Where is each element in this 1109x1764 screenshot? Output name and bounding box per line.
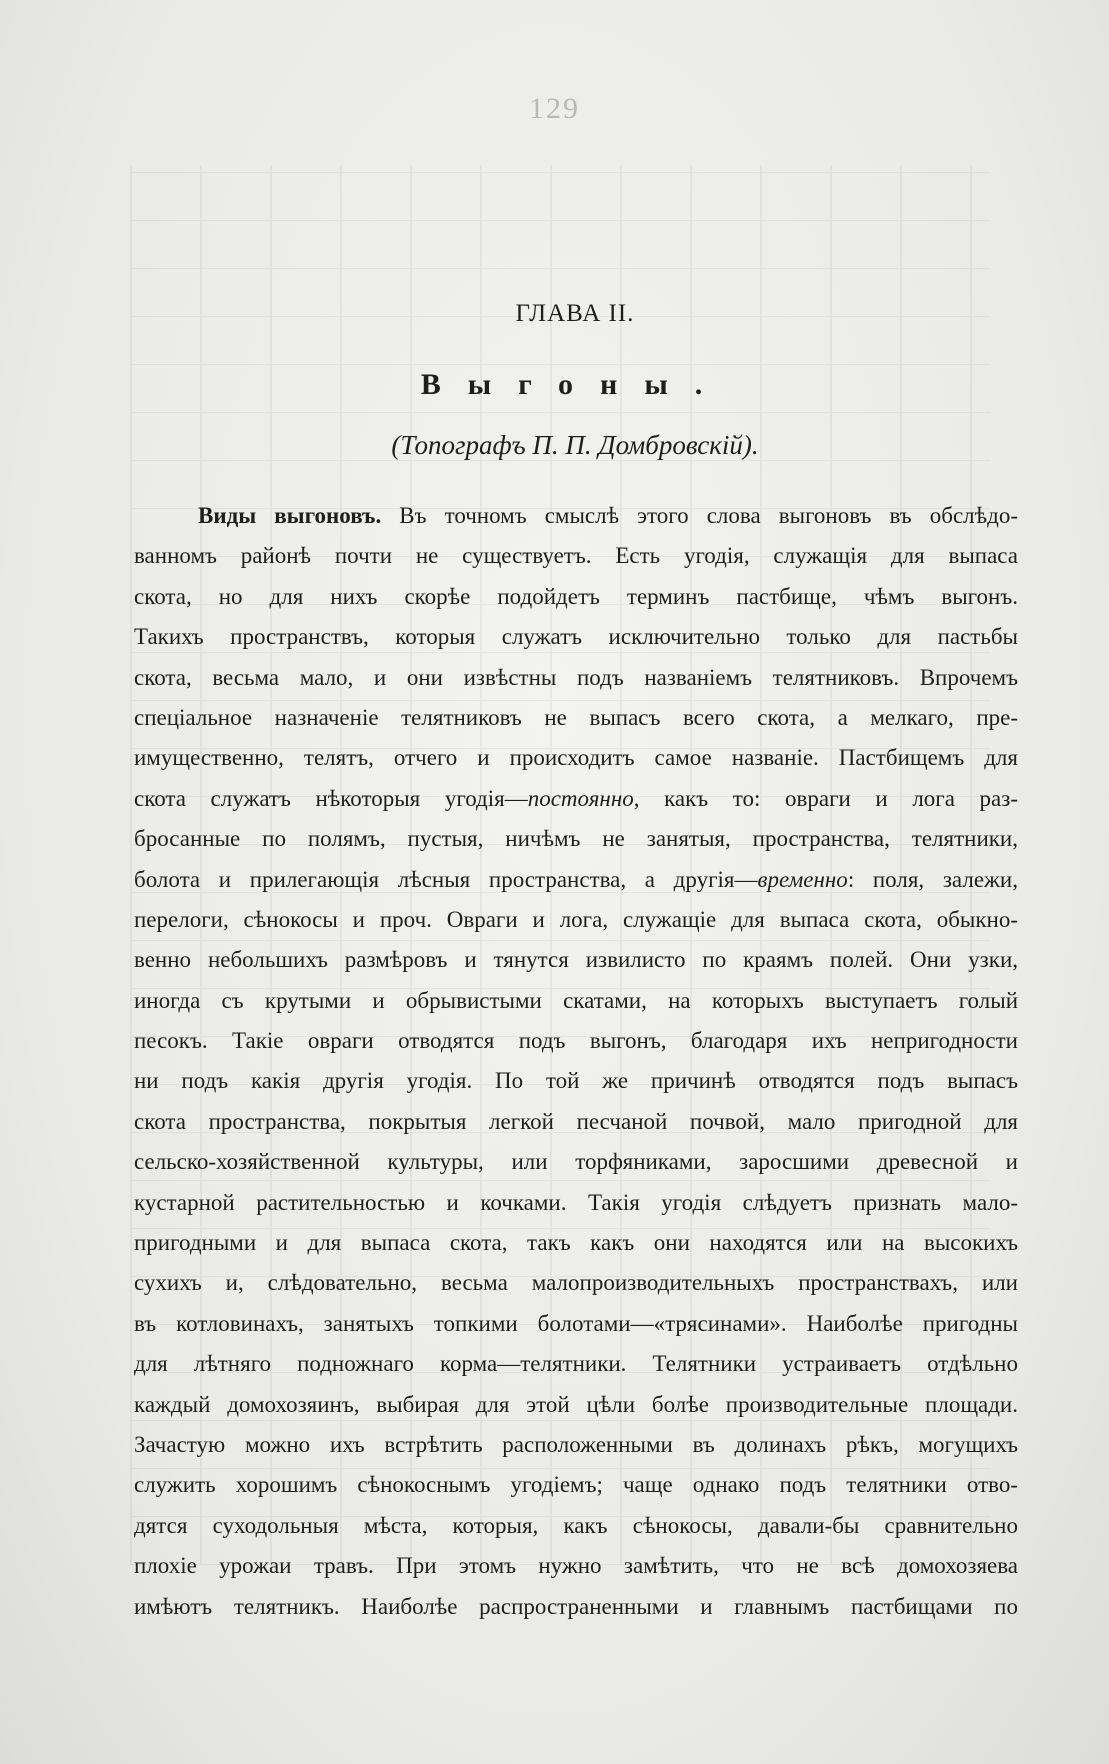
text-run: плохіе урожаи травъ. При этомъ нужно замѣтить, что не всѣ домохозяева [134,1553,1018,1579]
text-run: Въ точномъ смыслѣ этого слова выгоновъ въ обслѣдо- [381,503,1018,528]
text-run: имущественно, телятъ, отчего и происходитъ самое названіе. Пастбищемъ для [134,745,1018,771]
section-title: Выгоны. [420,368,730,401]
text-run: для лѣтняго подножнаго корма—телятники. Телятники устраиваетъ отдѣльно [134,1351,1018,1377]
text-line [134,698,1018,738]
author-line: (Топографъ П. П. Домбровскій). [391,430,759,460]
emphasis: постоянно [527,785,634,811]
text-run: Зачастую можно ихъ встрѣтить расположенными въ долинахъ рѣкъ, могущихъ [134,1431,1018,1457]
text-line [134,1102,1018,1142]
text-run: , какъ то: овраги и лога раз- [633,785,1018,811]
text-line [134,658,1018,698]
text-line [134,617,1018,657]
text-run: сухихъ и, слѣдовательно, весьма малопроизводительныхъ пространствахъ, или [134,1270,1018,1296]
text-run: ванномъ районѣ почти не существуетъ. Есть угодія, служащія для выпаса [134,543,1018,569]
text-run: ни подъ какія другія угодія. По той же причинѣ отводятся подъ выпасъ [134,1068,1018,1094]
text-line [134,738,1018,778]
text-run: каждый домохозяинъ, выбирая для этой цѣли болѣе производительные площади. [134,1391,1018,1417]
text-line [134,1304,1018,1344]
text-line [134,1344,1018,1384]
text-line [134,779,1018,819]
text-line [134,536,1018,576]
text-line [134,1061,1018,1101]
text-line [134,900,1018,940]
text-line [134,1587,1018,1627]
text-run: кустарной растительностью и кочками. Такія угодія слѣдуетъ признать мало- [134,1189,1018,1215]
text-line [134,860,1018,900]
text-run: спеціальное назначеніе телятниковъ не выпасъ всего скота, а мелкаго, пре- [134,704,1018,730]
text-line [134,819,1018,859]
text-line [134,1465,1018,1505]
text-run: иногда съ крутыми и обрывистыми скатами, на которыхъ выступаетъ голый [134,987,1018,1013]
text-line [134,1142,1018,1182]
text-run: пригодными и для выпаса скота, такъ какъ они находятся или на высокихъ [134,1230,1018,1256]
text-run: служить хорошимъ сѣнокоснымъ угодіемъ; чаще однако подъ телятники отво- [134,1472,1018,1498]
text-line [134,1021,1018,1061]
text-run: дятся суходольныя мѣста, которыя, какъ сѣнокосы, давали-бы сравнительно [134,1512,1018,1538]
text-run: скота служатъ нѣкоторыя угодія— [134,785,528,811]
text-line [134,1223,1018,1263]
text-run: скота, весьма мало, и они извѣстны подъ названіемъ телятниковъ. Впрочемъ [134,664,1018,690]
text-line [134,1263,1018,1303]
text-run: венно небольшихъ размѣровъ и тянутся извилисто по краямъ полей. Они узки, [134,947,1018,973]
text-run: : поля, залежи, [847,866,1018,892]
text-line [134,496,1018,536]
text-run: болота и прилегающія лѣсныя пространства, а другія— [134,866,758,892]
text-line [134,1546,1018,1586]
text-run: песокъ. Такіе овраги отводятся подъ выгонъ, благодаря ихъ непригодности [134,1028,1018,1054]
text-run: бросанные по полямъ, пустыя, ничѣмъ не занятыя, пространства, телятники, [134,826,1018,852]
page-number: 129 [529,92,580,125]
text-line [134,1183,1018,1223]
body-paragraph [134,496,1018,1627]
text-run: сельско-хозяйственной культуры, или торфяниками, заросшими древесной и [134,1149,1018,1175]
text-run: Такихъ пространствъ, которыя служатъ исключительно только для пастьбы [134,624,1018,650]
text-run: скота пространства, покрытыя легкой песчаной почвой, мало пригодной для [134,1108,1018,1134]
text-line [134,1506,1018,1546]
chapter-title: ГЛАВА II. [515,300,635,327]
text-line [134,1385,1018,1425]
text-run: скота, но для нихъ скорѣе подойдетъ терминъ пастбище, чѣмъ выгонъ. [134,583,1018,609]
text-line [134,577,1018,617]
text-line [134,981,1018,1021]
text-run: перелоги, сѣнокосы и проч. Овраги и лога, служащіе для выпаса скота, обыкно- [134,906,1018,932]
run-in-heading: Виды выгоновъ. [198,503,382,528]
text-line [134,1425,1018,1465]
text-run: имѣютъ телятникъ. Наиболѣе распространенными и главнымъ пастбищами по [134,1593,1018,1619]
emphasis: временно [757,866,848,892]
text-line [134,940,1018,980]
text-run: въ котловинахъ, занятыхъ топкими болотами—«трясинами». Наиболѣе пригодны [134,1310,1018,1336]
